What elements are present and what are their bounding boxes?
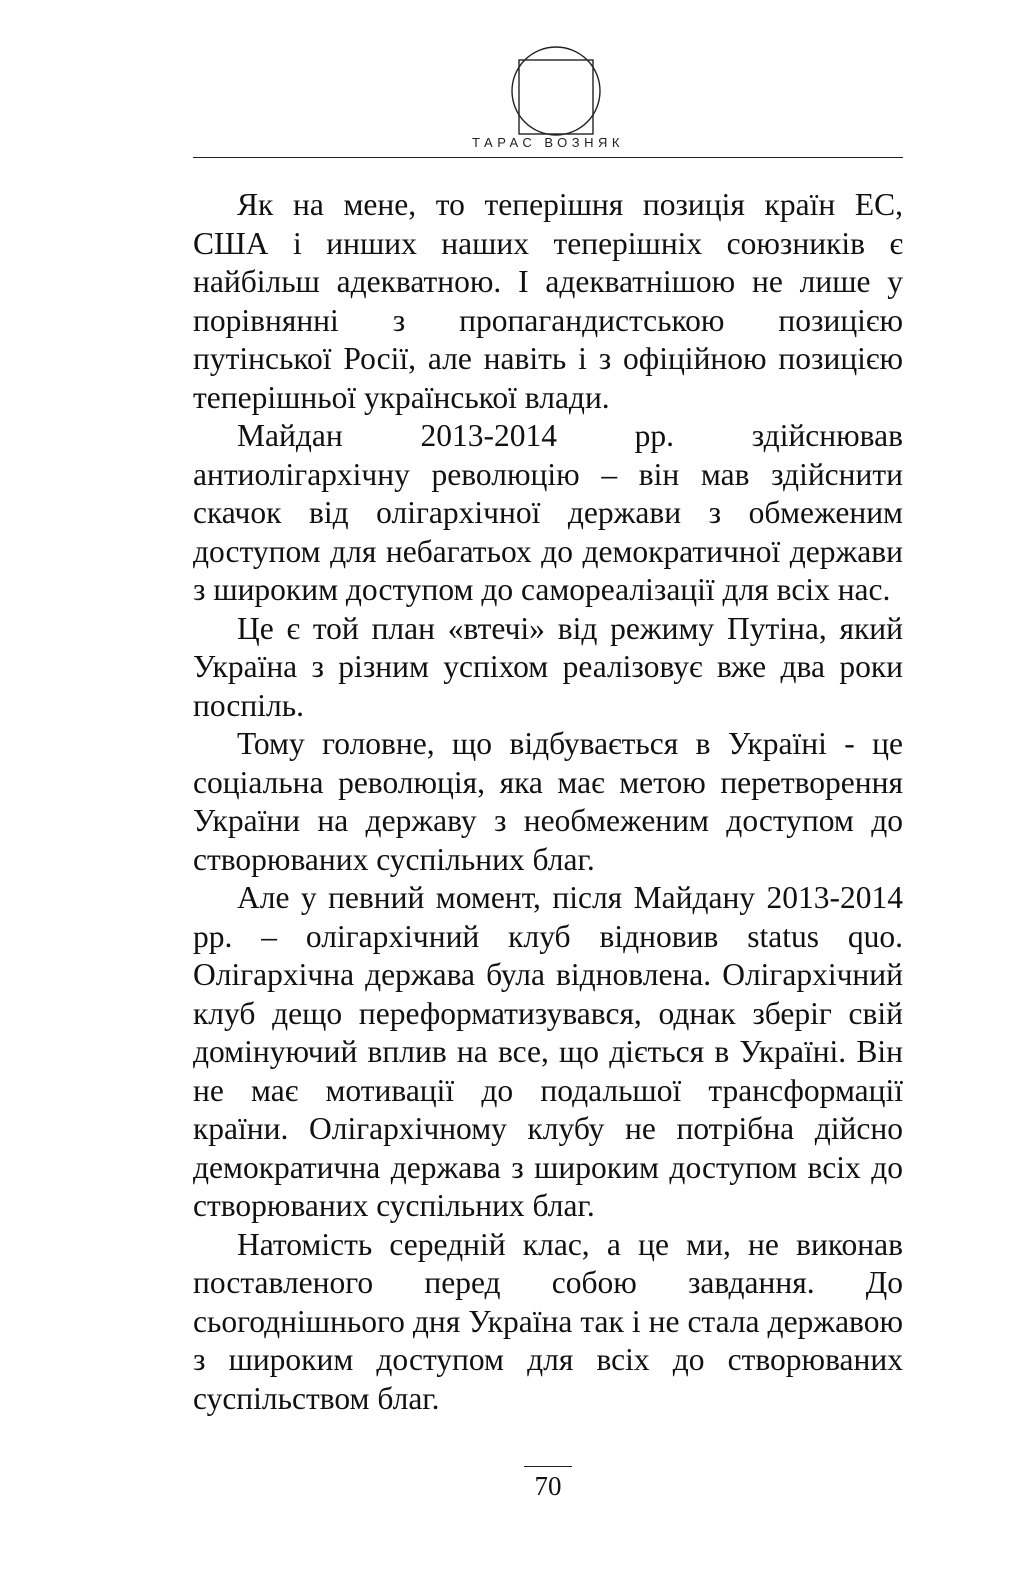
paragraph: Як на мене, то теперішня позиція країн ЕС, США і инших наших теперішніх союзників є найбільш адекватною. І адекватнішою не лише у порівнянні з пропагандистською позицією путінської Росії, але навіть і з офіційною позицією теперішньої української влади. xyxy=(193,187,903,415)
running-head: ТАРАС ВОЗНЯК xyxy=(472,135,624,150)
page-number: 70 xyxy=(534,1471,562,1501)
paragraph: Це є той план «втечі» від режиму Путіна, який Україна з різним успіхом реалізовує вже два роки поспіль. xyxy=(193,610,903,723)
paragraph: Але у певний момент, після Майдану 2013-2014 рр. – олігархічний клуб відновив status quo. Олігархічна держава була відновлена. Олігархічний клуб дещо переформатизувався, однак зберіг свій домінуючий вплив на все, що діється в Україні. Він не має мотивації до подальшої трансформації країни. Олігархічному клубу не потрібна дійсно демократична держава з широким доступом всіх до створюваних суспільних благ. xyxy=(193,880,903,1223)
circle-square-emblem-icon xyxy=(509,44,603,138)
paragraph: Тому головне, що відбувається в Україні - це соціальна революція, яка має метою перетворення України на державу з необмеженим доступом до створюваних суспільних благ. xyxy=(193,726,903,877)
paragraph: Майдан 2013-2014 рр. здійснював антиолігархічну революцію – він мав здійснити скачок від олігархічної держави з обмеженим доступом для небагатьох до демократичної держави з широким доступом до самореалізації для всіх нас. xyxy=(193,418,903,607)
header-rule xyxy=(193,157,903,158)
page-body xyxy=(193,186,903,1418)
page-number-rule xyxy=(524,1466,572,1467)
paragraph: Натомість середній клас, а це ми, не виконав поставленого перед собою завдання. До сьогоднішнього дня Україна так і не стала державою з широким доступом для всіх до створюваних суспільством благ. xyxy=(193,1226,903,1416)
